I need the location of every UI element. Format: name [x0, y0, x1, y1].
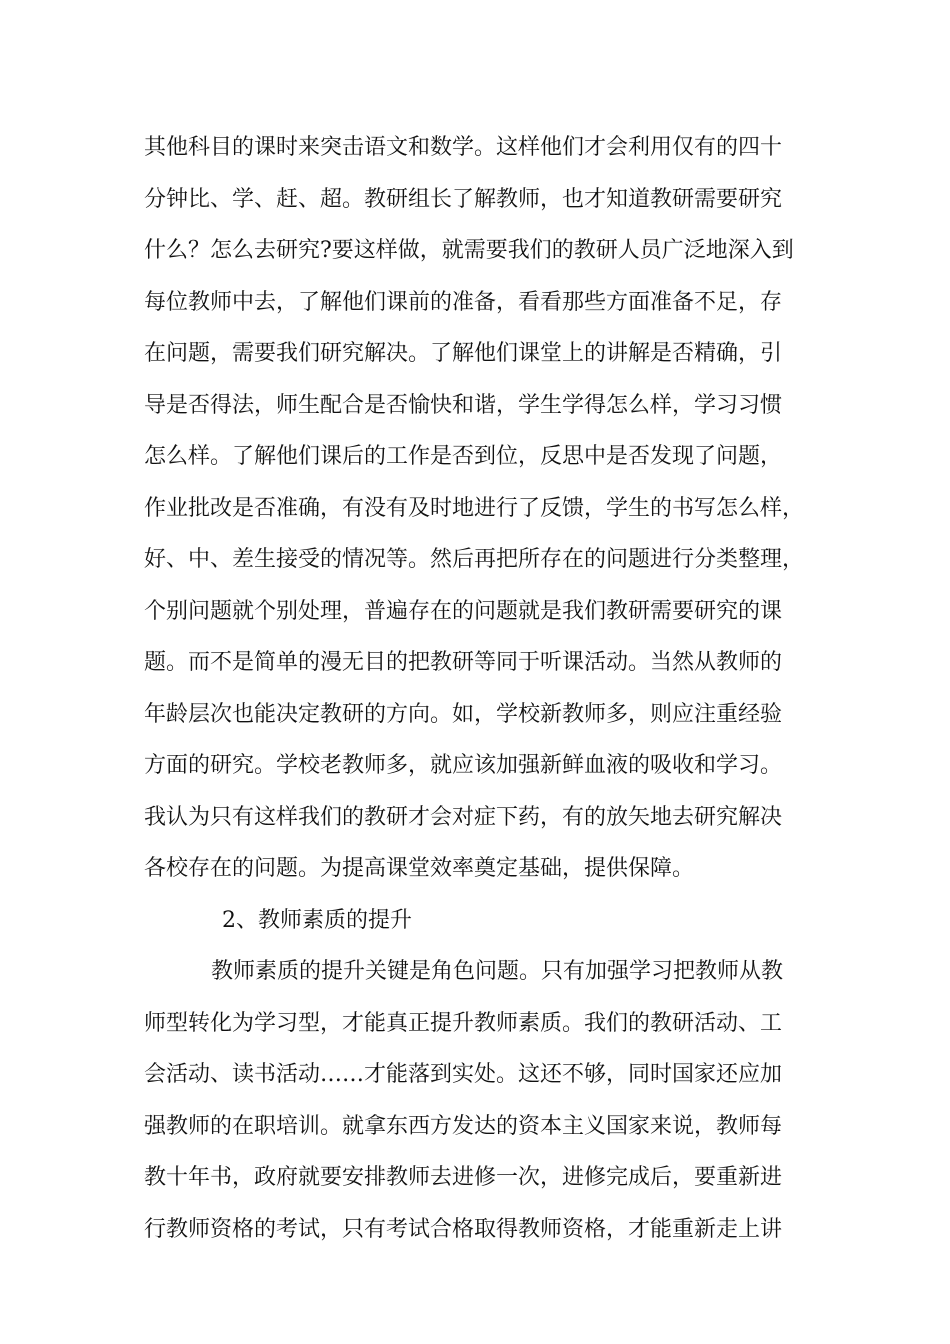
text-line: 强教师的在职培训。就拿东西方发达的资本主义国家来说，教师每: [144, 1113, 783, 1139]
text-line: 各校存在的问题。为提高课堂效率奠定基础，提供保障。: [144, 856, 695, 881]
text-line: 什么？怎么去研究?要这样做，就需要我们的教研人员广泛地深入到: [144, 238, 794, 263]
document-body: [144, 122, 806, 1255]
text-line: 会活动、读书活动……才能落到实处。这还不够，同时国家还应加: [144, 1062, 783, 1087]
text-line: 师型转化为学习型，才能真正提升教师素质。我们的教研活动、工: [144, 1010, 783, 1036]
text-line: 作业批改是否准确，有没有及时地进行了反馈，学生的书写怎么样，: [144, 495, 805, 521]
text-line: 导是否得法，师生配合是否愉快和谐，学生学得怎么样，学习习惯: [144, 392, 783, 418]
text-line: 怎么样。了解他们课后的工作是否到位，反思中是否发现了问题，: [144, 444, 783, 469]
text-line: 个别问题就个别处理，普遍存在的问题就是我们教研需要研究的课: [144, 598, 783, 624]
text-line: 行教师资格的考试，只有考试合格取得教师资格，才能重新走上讲: [144, 1216, 783, 1242]
text-line: 其他科目的课时来突击语文和数学。这样他们才会利用仅有的四十: [144, 135, 783, 160]
text-line: 每位教师中去，了解他们课前的准备，看看那些方面准备不足，存: [144, 289, 783, 315]
text-line: 好、中、差生接受的情况等。然后再把所存在的问题进行分类整理，: [144, 547, 805, 572]
text-line: 我认为只有这样我们的教研才会对症下药，有的放矢地去研究解决: [144, 804, 783, 830]
text-line: 教十年书，政府就要安排教师去进修一次，进修完成后，要重新进: [144, 1165, 783, 1190]
text-line: 方面的研究。学校老教师多，就应该加强新鲜血液的吸收和学习。: [144, 753, 783, 778]
text-line: 年龄层次也能决定教研的方向。如，学校新教师多，则应注重经验: [144, 701, 783, 727]
text-line: 在问题，需要我们研究解决。了解他们课堂上的讲解是否精确，引: [144, 341, 783, 366]
text-line: 题。而不是简单的漫无目的把教研等同于听课活动。当然从教师的: [144, 650, 783, 675]
text-line: 分钟比、学、赶、超。教研组长了解教师，也才知道教研需要研究: [144, 186, 783, 212]
text-line: 教师素质的提升关键是角色问题。只有加强学习把教师从教: [211, 959, 784, 984]
section-heading: 2、教师素质的提升: [222, 907, 412, 933]
